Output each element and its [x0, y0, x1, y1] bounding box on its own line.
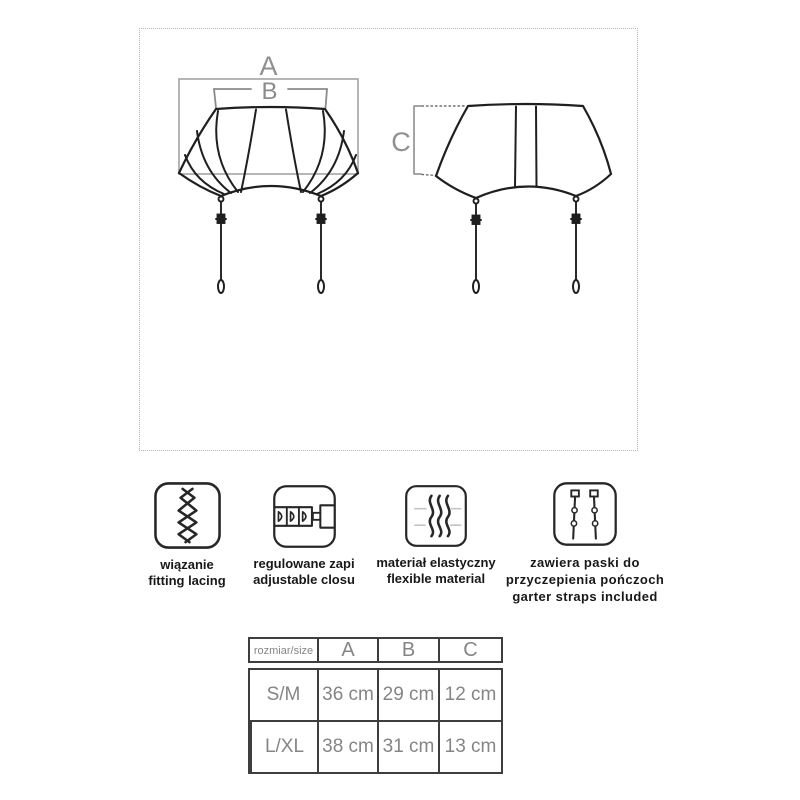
front-view-drawing	[179, 79, 358, 293]
back-belt-outline	[436, 104, 611, 198]
measure-c-dotted-lines	[422, 106, 467, 176]
size-table-header-cell: rozmiar/size	[253, 644, 314, 657]
size-table-cell: 13 cm	[438, 720, 501, 772]
feature-label	[355, 555, 517, 587]
garter-strap	[216, 197, 226, 294]
feature-label-line: regulowane zapi	[253, 556, 355, 571]
size-table-cell: 36 cm	[317, 670, 377, 720]
lacing-icon	[152, 480, 223, 551]
feature-label-line: zawiera paski do	[530, 555, 640, 570]
size-table-header-cell: B	[377, 639, 438, 662]
size-table-cell: 38 cm	[317, 720, 377, 772]
size-table-cell: 31 cm	[377, 720, 438, 772]
feature-label-line: adjustable closu	[253, 572, 355, 587]
measure-c-bracket	[414, 106, 421, 174]
measure-c-label: C	[391, 127, 411, 157]
feature-flexible-material	[355, 483, 517, 587]
feature-label-line: wiązanie	[160, 557, 214, 572]
size-table-header	[248, 637, 503, 663]
garter-strap	[571, 197, 581, 294]
size-diagram	[140, 29, 637, 450]
front-center-seams	[241, 110, 301, 193]
feature-label-line: materiał elastyczny	[376, 555, 496, 570]
size-table-cell: 29 cm	[377, 670, 438, 720]
size-table-header-cell: C	[438, 639, 501, 662]
back-center-seams	[515, 107, 537, 188]
feature-label-line: flexible material	[386, 571, 486, 586]
back-view-drawing	[414, 104, 611, 293]
size-table-cell: L/XL	[250, 720, 317, 772]
garter-straps-icon	[551, 480, 619, 548]
size-table-header-cell: A	[317, 639, 377, 662]
measure-b-label: B	[261, 78, 278, 105]
diagram-panel	[139, 28, 638, 451]
garter-strap	[316, 197, 326, 294]
measure-a-label: A	[259, 51, 278, 81]
flexible-material-icon	[402, 483, 470, 549]
feature-label	[499, 554, 671, 605]
size-table-cell: 12 cm	[438, 670, 501, 720]
feature-garter-straps	[499, 480, 671, 605]
size-table-body	[248, 668, 503, 774]
feature-label-line: fitting lacing	[148, 573, 226, 588]
garter-strap	[471, 199, 481, 294]
adjustable-closure-icon	[271, 483, 338, 550]
size-table	[248, 637, 503, 774]
size-table-cell: S/M	[266, 684, 301, 705]
feature-label-line: garter straps included	[512, 589, 658, 604]
feature-label-line: przyczepienia pończoch	[505, 572, 665, 587]
